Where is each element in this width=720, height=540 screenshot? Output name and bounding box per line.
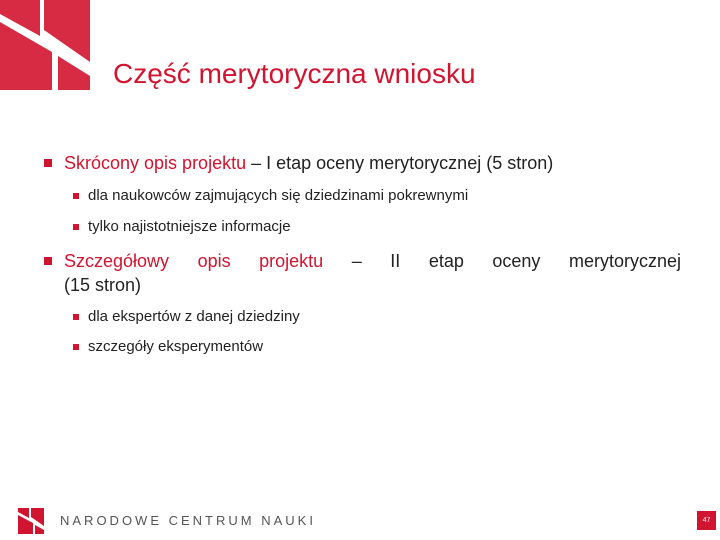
square-bullet-icon <box>73 314 79 320</box>
bullet-2-rest: – II etap oceny merytorycznej <box>323 251 681 271</box>
sub-bullet-1-1 <box>88 186 468 206</box>
bullet-item-1 <box>64 151 553 175</box>
bullet-item-2 <box>64 249 681 297</box>
organization-name: NARODOWE CENTRUM NAUKI <box>60 513 316 528</box>
bullet-2-line-1 <box>64 249 681 273</box>
sub-bullet-text: dla ekspertów z danej dziedziny <box>88 308 300 325</box>
bullet-1-lead: Skrócony opis projektu <box>64 153 247 173</box>
square-bullet-icon <box>73 193 79 199</box>
sub-bullet-2-1 <box>88 307 300 327</box>
ncn-footer-logo-icon <box>18 508 44 534</box>
page-number-badge: 47 <box>697 511 716 530</box>
square-bullet-icon <box>44 257 52 265</box>
bullet-2-lead: Szczegółowy opis projektu <box>64 251 324 271</box>
sub-bullet-2-2 <box>88 337 263 357</box>
sub-bullet-text: tylko najistotniejsze informacje <box>88 218 291 235</box>
sub-bullet-text: szczegóły eksperymentów <box>88 338 264 355</box>
sub-bullet-1-2 <box>88 217 291 237</box>
slide-title: Część merytoryczna wniosku <box>113 58 476 89</box>
square-bullet-icon <box>73 344 79 350</box>
bullet-1-rest: – I etap oceny merytorycznej (5 stron) <box>246 153 554 173</box>
bullet-2-line-2: (15 stron) <box>64 275 142 295</box>
square-bullet-icon <box>44 159 52 167</box>
square-bullet-icon <box>73 224 79 230</box>
sub-bullet-text: dla naukowców zajmujących się dziedzinami pokrewnymi <box>88 187 469 204</box>
